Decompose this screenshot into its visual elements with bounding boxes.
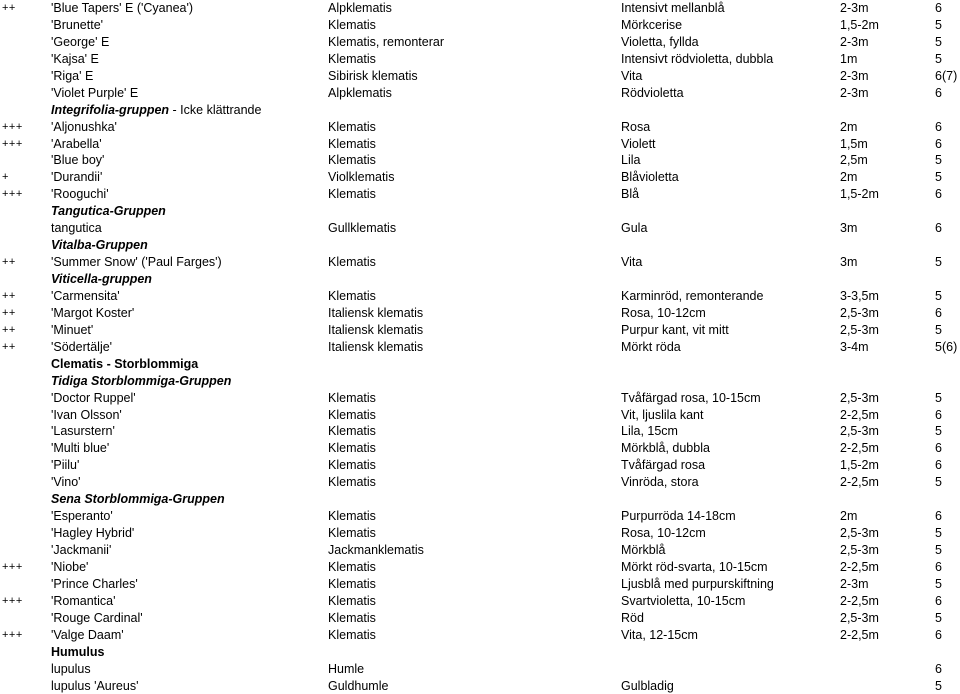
cultivar-name: 'Esperanto' bbox=[51, 509, 113, 524]
group-heading-note: - Icke klättrande bbox=[169, 102, 262, 117]
hardiness-mark: ++ bbox=[2, 289, 16, 302]
plant-height: 3-3,5m bbox=[840, 288, 879, 303]
cultivar-name: 'Niobe' bbox=[51, 559, 89, 574]
plant-type: Klematis bbox=[328, 509, 376, 524]
table-row bbox=[0, 423, 960, 440]
plant-height: 2,5-3m bbox=[840, 543, 879, 557]
flower-color: Intensivt mellanblå bbox=[621, 1, 725, 15]
hardiness-mark: +++ bbox=[2, 120, 23, 133]
cultivar-name: 'Blue boy' bbox=[51, 153, 105, 168]
table-row bbox=[0, 407, 960, 424]
cultivar-name: 'Kajsa' E bbox=[51, 51, 99, 66]
flower-color: Gula bbox=[621, 221, 648, 236]
flower-color: Lila bbox=[621, 153, 641, 168]
plant-type: Gullklematis bbox=[328, 221, 397, 236]
growing-zone: 6 bbox=[935, 1, 942, 15]
flower-color: Violett bbox=[621, 136, 656, 151]
cultivar-name: 'Carmensita' bbox=[51, 288, 120, 303]
growing-zone: 5 bbox=[935, 17, 942, 32]
group-heading-row bbox=[0, 203, 960, 220]
flower-color: Purpur kant, vit mitt bbox=[621, 322, 729, 337]
table-row bbox=[0, 678, 960, 694]
plant-type: Klematis bbox=[328, 17, 376, 32]
flower-color: Vinröda, stora bbox=[621, 475, 699, 490]
plant-height: 1m bbox=[840, 51, 858, 66]
cultivar-name: 'Rooguchi' bbox=[51, 187, 109, 202]
cultivar-name: 'Lasurstern' bbox=[51, 424, 115, 439]
table-row bbox=[0, 254, 960, 271]
plant-height: 2,5-3m bbox=[840, 424, 879, 439]
growing-zone: 5 bbox=[935, 170, 942, 185]
plant-type: Klematis bbox=[328, 627, 376, 642]
growing-zone: 5(6) bbox=[935, 339, 958, 354]
plant-type: Klematis bbox=[328, 153, 376, 168]
table-row bbox=[0, 661, 960, 678]
plant-height: 2-2,5m bbox=[840, 559, 879, 574]
flower-color: Rosa bbox=[621, 119, 651, 134]
flower-color: Vita bbox=[621, 255, 643, 270]
table-row bbox=[0, 186, 960, 203]
section-heading-row bbox=[0, 356, 960, 373]
group-heading-row bbox=[0, 491, 960, 508]
cultivar-name: 'Doctor Ruppel' bbox=[51, 390, 136, 405]
cultivar-name: 'Hagley Hybrid' bbox=[51, 526, 135, 541]
hardiness-mark: +++ bbox=[2, 188, 23, 201]
table-row bbox=[0, 593, 960, 610]
cultivar-name: 'Rouge Cardinal' bbox=[51, 610, 143, 625]
plant-height: 1,5-2m bbox=[840, 17, 879, 32]
group-heading bbox=[51, 271, 152, 288]
plant-type: Klematis bbox=[328, 407, 376, 422]
cultivar-name: 'Aljonushka' bbox=[51, 119, 117, 134]
plant-type: Italiensk klematis bbox=[328, 339, 424, 354]
table-row bbox=[0, 474, 960, 491]
group-heading bbox=[51, 203, 166, 220]
section-heading: Clematis - Storblommiga bbox=[51, 356, 199, 371]
hardiness-mark: +++ bbox=[2, 560, 23, 573]
section-heading-row bbox=[0, 644, 960, 661]
cultivar-name: 'George' E bbox=[51, 34, 110, 49]
growing-zone: 5 bbox=[935, 390, 942, 405]
growing-zone: 6 bbox=[935, 458, 942, 473]
plant-height: 2-3m bbox=[840, 34, 869, 49]
growing-zone: 6 bbox=[935, 119, 942, 134]
plant-type: Klematis bbox=[328, 255, 376, 270]
growing-zone: 6 bbox=[935, 407, 942, 422]
growing-zone: 6 bbox=[935, 509, 942, 524]
plant-type: Italiensk klematis bbox=[328, 322, 424, 337]
table-row bbox=[0, 85, 960, 102]
cultivar-name: 'Romantica' bbox=[51, 593, 116, 608]
growing-zone: 6 bbox=[935, 559, 942, 574]
group-heading bbox=[51, 237, 148, 254]
cultivar-name: 'Multi blue' bbox=[51, 441, 110, 456]
table-row bbox=[0, 440, 960, 457]
flower-color: Gulbladig bbox=[621, 678, 674, 693]
cultivar-name: 'Jackmanii' bbox=[51, 543, 112, 557]
plant-height: 1,5-2m bbox=[840, 458, 879, 473]
plant-height: 3-4m bbox=[840, 339, 869, 354]
group-heading-row bbox=[0, 373, 960, 390]
plant-height: 2-2,5m bbox=[840, 593, 879, 608]
flower-color: Intensivt rödvioletta, dubbla bbox=[621, 51, 774, 66]
plant-height: 2-3m bbox=[840, 576, 869, 591]
table-row bbox=[0, 169, 960, 186]
growing-zone: 5 bbox=[935, 51, 942, 66]
growing-zone: 6 bbox=[935, 627, 942, 642]
group-heading bbox=[51, 102, 261, 119]
section-heading: Humulus bbox=[51, 644, 105, 659]
flower-color: Purpurröda 14-18cm bbox=[621, 509, 736, 524]
flower-color: Tvåfärgad rosa, 10-15cm bbox=[621, 390, 761, 405]
plant-height: 2,5-3m bbox=[840, 390, 879, 405]
plant-type: Klematis bbox=[328, 119, 376, 134]
cultivar-name: 'Riga' E bbox=[51, 68, 94, 83]
hardiness-mark: ++ bbox=[2, 323, 16, 336]
flower-color: Ljusblå med purpurskiftning bbox=[621, 576, 774, 591]
cultivar-name: 'Ivan Olsson' bbox=[51, 407, 122, 422]
flower-color: Vita, 12-15cm bbox=[621, 627, 698, 642]
hardiness-mark: ++ bbox=[2, 2, 16, 14]
plant-height: 2,5-3m bbox=[840, 610, 879, 625]
table-row bbox=[0, 0, 960, 17]
plant-type: Klematis bbox=[328, 593, 376, 608]
plant-type: Humle bbox=[328, 661, 365, 676]
plant-type: Klematis bbox=[328, 559, 376, 574]
hardiness-mark: ++ bbox=[2, 340, 16, 353]
table-row bbox=[0, 390, 960, 407]
plant-height: 2,5-3m bbox=[840, 322, 879, 337]
plant-height: 2-3m bbox=[840, 1, 869, 15]
plant-height: 2-2,5m bbox=[840, 475, 879, 490]
group-heading-label: Tidiga Storblommiga-Gruppen bbox=[51, 373, 232, 388]
hardiness-mark: ++ bbox=[2, 256, 16, 269]
table-row bbox=[0, 576, 960, 593]
flower-color: Mörkblå bbox=[621, 543, 666, 557]
group-heading-label: Viticella-gruppen bbox=[51, 272, 152, 286]
plant-height: 2,5-3m bbox=[840, 526, 879, 541]
plant-height: 3m bbox=[840, 255, 858, 270]
growing-zone: 6(7) bbox=[935, 68, 958, 83]
hardiness-mark: ++ bbox=[2, 306, 16, 319]
plant-type: Klematis bbox=[328, 475, 376, 490]
group-heading-label: Vitalba-Gruppen bbox=[51, 238, 148, 253]
table-row bbox=[0, 136, 960, 153]
growing-zone: 5 bbox=[935, 255, 942, 270]
plant-type: Klematis bbox=[328, 441, 376, 456]
flower-color: Mörkt röd-svarta, 10-15cm bbox=[621, 559, 768, 574]
flower-color: Blåvioletta bbox=[621, 170, 679, 185]
plant-height: 1,5m bbox=[840, 136, 868, 151]
flower-color: Blå bbox=[621, 187, 640, 202]
table-row bbox=[0, 305, 960, 322]
table-row bbox=[0, 17, 960, 34]
group-heading-label: Tangutica-Gruppen bbox=[51, 204, 166, 219]
plant-type: Klematis bbox=[328, 610, 376, 625]
plant-type: Klematis bbox=[328, 288, 376, 303]
table-row bbox=[0, 220, 960, 237]
cultivar-name: 'Södertälje' bbox=[51, 339, 113, 354]
plant-height: 2-2,5m bbox=[840, 441, 879, 456]
plant-height: 3m bbox=[840, 221, 858, 236]
flower-color: Svartvioletta, 10-15cm bbox=[621, 593, 746, 608]
table-row bbox=[0, 51, 960, 68]
plant-type: Sibirisk klematis bbox=[328, 68, 418, 83]
plant-type: Klematis bbox=[328, 526, 376, 541]
plant-height: 2,5-3m bbox=[840, 305, 879, 320]
flower-color: Rödvioletta bbox=[621, 85, 684, 100]
table-row bbox=[0, 68, 960, 85]
hardiness-mark: +++ bbox=[2, 628, 23, 641]
cultivar-name: 'Arabella' bbox=[51, 136, 102, 151]
flower-color: Vit, ljuslila kant bbox=[621, 407, 704, 422]
flower-color: Vita bbox=[621, 68, 643, 83]
plant-type: Klematis bbox=[328, 576, 376, 591]
plant-type: Klematis bbox=[328, 424, 376, 439]
cultivar-name: lupulus bbox=[51, 661, 91, 676]
growing-zone: 6 bbox=[935, 661, 942, 676]
growing-zone: 5 bbox=[935, 288, 942, 303]
plant-type: Alpklematis bbox=[328, 1, 392, 15]
plant-height: 2-3m bbox=[840, 68, 869, 83]
plant-height: 2-2,5m bbox=[840, 627, 879, 642]
flower-color: Violetta, fyllda bbox=[621, 34, 699, 49]
flower-color: Karminröd, remonterande bbox=[621, 288, 764, 303]
growing-zone: 5 bbox=[935, 678, 942, 693]
growing-zone: 6 bbox=[935, 136, 942, 151]
table-row bbox=[0, 627, 960, 644]
plant-height: 2-2,5m bbox=[840, 407, 879, 422]
group-heading bbox=[51, 491, 225, 508]
flower-color: Mörkt röda bbox=[621, 339, 681, 354]
plant-height: 2-3m bbox=[840, 85, 869, 100]
cultivar-name: 'Durandii' bbox=[51, 170, 103, 185]
plant-height: 2m bbox=[840, 170, 858, 185]
cultivar-name: 'Minuet' bbox=[51, 322, 94, 337]
flower-color: Rosa, 10-12cm bbox=[621, 305, 706, 320]
plant-type: Klematis bbox=[328, 187, 376, 202]
growing-zone: 6 bbox=[935, 221, 942, 236]
growing-zone: 5 bbox=[935, 576, 942, 591]
flower-color: Rosa, 10-12cm bbox=[621, 526, 706, 541]
plant-height: 1,5-2m bbox=[840, 187, 879, 202]
plant-height: 2,5m bbox=[840, 153, 868, 168]
growing-zone: 5 bbox=[935, 610, 942, 625]
plant-type: Jackmanklematis bbox=[328, 543, 424, 557]
flower-color: Mörkcerise bbox=[621, 17, 683, 32]
table-row bbox=[0, 610, 960, 627]
table-row bbox=[0, 34, 960, 51]
growing-zone: 6 bbox=[935, 593, 942, 608]
plant-height: 2m bbox=[840, 119, 858, 134]
cultivar-name: lupulus 'Aureus' bbox=[51, 678, 139, 693]
hardiness-mark: + bbox=[2, 171, 9, 184]
group-heading-label: Sena Storblommiga-Gruppen bbox=[51, 492, 225, 507]
cultivar-name: 'Vino' bbox=[51, 475, 81, 490]
growing-zone: 6 bbox=[935, 305, 942, 320]
cultivar-name: 'Blue Tapers' E ('Cyanea') bbox=[51, 1, 194, 15]
cultivar-name: 'Brunette' bbox=[51, 17, 104, 32]
table-row bbox=[0, 542, 960, 559]
group-heading bbox=[51, 373, 231, 390]
table-row bbox=[0, 152, 960, 169]
table-row bbox=[0, 508, 960, 525]
plant-type: Klematis, remonterar bbox=[328, 34, 445, 49]
cultivar-name: tangutica bbox=[51, 221, 102, 236]
plant-type: Violklematis bbox=[328, 170, 395, 185]
growing-zone: 6 bbox=[935, 441, 942, 456]
cultivar-name: 'Valge Daam' bbox=[51, 627, 124, 642]
cultivar-name: 'Piilu' bbox=[51, 458, 80, 473]
plant-type: Klematis bbox=[328, 51, 376, 66]
growing-zone: 5 bbox=[935, 424, 942, 439]
hardiness-mark: +++ bbox=[2, 594, 23, 607]
plant-type: Klematis bbox=[328, 136, 376, 151]
cultivar-name: 'Violet Purple' E bbox=[51, 85, 139, 100]
table-row bbox=[0, 559, 960, 576]
plant-type: Klematis bbox=[328, 390, 376, 405]
growing-zone: 5 bbox=[935, 153, 942, 168]
growing-zone: 5 bbox=[935, 322, 942, 337]
growing-zone: 5 bbox=[935, 543, 942, 557]
cultivar-name: 'Summer Snow' ('Paul Farges') bbox=[51, 255, 222, 270]
growing-zone: 5 bbox=[935, 475, 942, 490]
plant-type: Alpklematis bbox=[328, 85, 392, 100]
growing-zone: 5 bbox=[935, 526, 942, 541]
table-row bbox=[0, 288, 960, 305]
flower-color: Röd bbox=[621, 610, 644, 625]
hardiness-mark: +++ bbox=[2, 137, 23, 150]
plant-type: Italiensk klematis bbox=[328, 305, 424, 320]
group-heading-row bbox=[0, 271, 960, 288]
growing-zone: 5 bbox=[935, 34, 942, 49]
growing-zone: 6 bbox=[935, 85, 942, 100]
group-heading-row bbox=[0, 237, 960, 254]
table-row bbox=[0, 457, 960, 474]
flower-color: Mörkblå, dubbla bbox=[621, 441, 710, 456]
table-row bbox=[0, 525, 960, 542]
cultivar-name: 'Margot Koster' bbox=[51, 305, 135, 320]
plant-type: Guldhumle bbox=[328, 678, 389, 693]
growing-zone: 6 bbox=[935, 187, 942, 202]
plant-height: 2m bbox=[840, 509, 858, 524]
plant-type: Klematis bbox=[328, 458, 376, 473]
table-row bbox=[0, 339, 960, 356]
table-row bbox=[0, 322, 960, 339]
flower-color: Tvåfärgad rosa bbox=[621, 458, 706, 473]
group-heading-row bbox=[0, 102, 960, 119]
cultivar-name: 'Prince Charles' bbox=[51, 576, 138, 591]
group-heading-label: Integrifolia-gruppen bbox=[51, 102, 170, 117]
table-row bbox=[0, 119, 960, 136]
flower-color: Lila, 15cm bbox=[621, 424, 678, 439]
